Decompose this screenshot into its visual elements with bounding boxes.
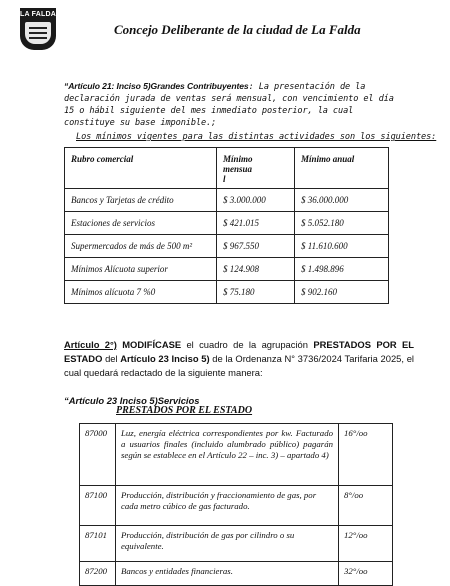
cell-anual: $ 5.052.180: [295, 212, 389, 235]
article-23-subheading: PRESTADOS POR EL ESTADO: [116, 405, 253, 416]
article-2-ref: Artículo 23 Inciso 5): [120, 353, 210, 364]
article-2-text-1: el cuadro de la agrupación: [181, 339, 314, 350]
table-row: [65, 258, 389, 281]
cell-rubro: Bancos y Tarjetas de crédito: [65, 189, 217, 212]
minimos-title: Los mínimos vigentes para las distintas actividades son los siguientes:: [76, 132, 437, 142]
cell-rate: 32°/oo: [339, 562, 393, 586]
table-row: [65, 189, 389, 212]
article-2-verb: MODIFÍCASE: [122, 339, 182, 350]
table-row: [65, 281, 389, 304]
logo-text: LA FALDA: [20, 11, 56, 18]
cell-mensual: $ 3.000.000: [217, 189, 295, 212]
cell-rubro: Mínimos Alícuota superior: [65, 258, 217, 281]
header-mensual: Mínimo mensua l: [217, 148, 295, 189]
cell-rate: 12°/oo: [339, 526, 393, 562]
table-row: [80, 526, 393, 562]
article-21-paragraph: [64, 80, 404, 129]
table-row: [65, 235, 389, 258]
table-row: [80, 486, 393, 526]
page-title: Concejo Deliberante de la ciudad de La Falda: [114, 22, 361, 37]
cell-code: 87100: [80, 486, 116, 526]
cell-rate: 16°/oo: [339, 424, 393, 486]
header-rubro: Rubro comercial: [65, 148, 217, 189]
cell-mensual: $ 967.550: [217, 235, 295, 258]
table-row: [65, 212, 389, 235]
cell-description: Producción, distribución y fraccionamiento de gas, por cada metro cúbico de gas facturado.: [116, 486, 339, 526]
header-anual: Mínimo anual: [295, 148, 389, 189]
article-2-text-3: de la Ordenanza N° 3736/2024 Tarifaria 2025, el cual quedará redactado de la siguiente manera:: [64, 353, 414, 378]
cell-rubro: Supermercados de más de 500 m²: [65, 235, 217, 258]
cell-anual: $ 1.498.896: [295, 258, 389, 281]
article-2-group: PRESTADOS POR EL ESTADO: [64, 339, 414, 364]
cell-anual: $ 36.000.000: [295, 189, 389, 212]
cell-code: 87200: [80, 562, 116, 586]
cell-description: Producción, distribución de gas por cilindro o su equivalente.: [116, 526, 339, 562]
article-21-lead: “Artículo 21: Inciso 5): [64, 81, 151, 91]
servicios-table: [79, 423, 393, 586]
article-2-paragraph: [64, 338, 414, 380]
article-21-heading: Grandes Contribuyentes: [150, 81, 249, 91]
cell-description: Luz, energía eléctrica correspondientes por kw. Facturado a usuarios finales (incluido alumbrado público) pagarán según se establece en el Artículo 22 – inc. 3) – apartado 4): [116, 424, 339, 486]
cell-rubro: Estaciones de servicios: [65, 212, 217, 235]
logo-emblem: [25, 22, 51, 44]
table-row: [80, 424, 393, 486]
article-21-text: : La presentación de la declaración jurada de ventas será mensual, con vencimiento el día 15 o hábil siguiente del mes inmediato posterior, la cual constituye su base imponible.;: [64, 82, 394, 128]
article-23-lead: “Artículo 23 Inciso 5): [64, 395, 158, 406]
cell-mensual: $ 124.908: [217, 258, 295, 281]
cell-description: Bancos y entidades financieras.: [116, 562, 339, 586]
cell-code: 87000: [80, 424, 116, 486]
cell-anual: $ 11.610.600: [295, 235, 389, 258]
article-2-text-2: del: [102, 353, 121, 364]
logo: [20, 8, 56, 50]
cell-mensual: $ 75.180: [217, 281, 295, 304]
article-23-title: Servicios: [157, 395, 200, 406]
table-row: [80, 562, 393, 586]
minimos-table: [64, 147, 389, 304]
table-header-row: [65, 148, 389, 189]
cell-mensual: $ 421.015: [217, 212, 295, 235]
article-2-label: Artículo 2°): [64, 339, 117, 350]
cell-rate: 8°/oo: [339, 486, 393, 526]
cell-rubro: Mínimos alícuota 7 %0: [65, 281, 217, 304]
cell-anual: $ 902.160: [295, 281, 389, 304]
cell-code: 87101: [80, 526, 116, 562]
